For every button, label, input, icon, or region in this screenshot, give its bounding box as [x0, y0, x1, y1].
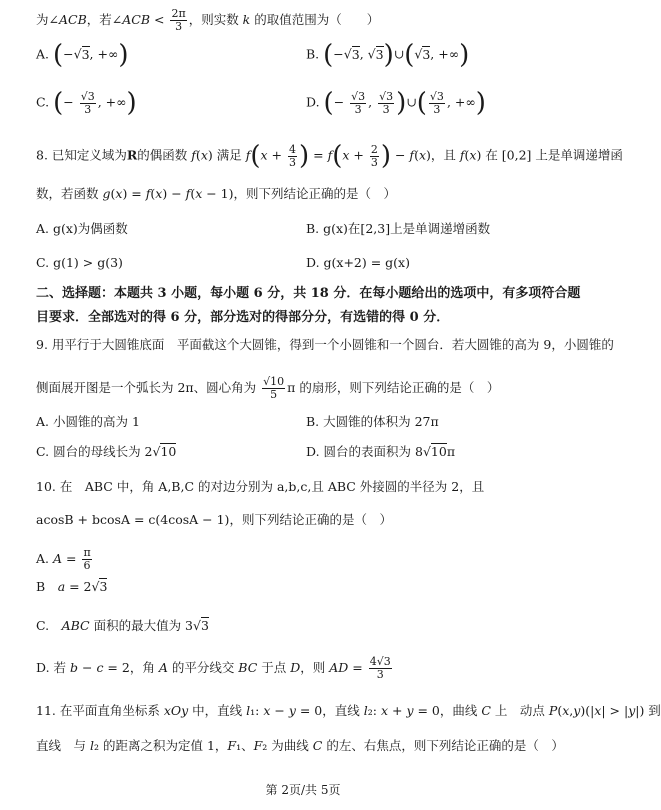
q10-stem-line2: acosB + bcosA = c(4cosA − 1)，则下列结论正确的是（ ） — [36, 512, 392, 527]
q10-option-b: B a = 2√3 — [36, 579, 108, 594]
q10-stem-line1: 10. 在 ABC 中，角 A,B,C 的对边分别为 a,b,c,且 ABC 外接圆的半径为 2，且 — [36, 479, 485, 494]
q11-stem-line1: 11. 在平面直角坐标系 xOy 中，直线 l₁: x − y = 0，直线 l₂: x + y = 0，曲线 C 上 动点 P(x,y)(|x| > |y|) 到 — [36, 703, 661, 718]
q10-option-a: A. A = $\frac{\pi}{6}$ — [36, 546, 91, 572]
q8-option-d: D. g(x+2) = g(x) — [306, 255, 410, 270]
q8-option-a: A. g(x)为偶函数 — [36, 221, 128, 236]
q9-option-c: C. 圆台的母线长为 2√10 — [36, 444, 177, 459]
q8-option-c: C. g(1) > g(3) — [36, 255, 123, 270]
q7-option-a: A. (−√3, +∞) — [36, 40, 129, 70]
q8-stem-line2: 数，若函数 g(x) = f(x) − f(x − 1)，则下列结论正确的是（ ） — [36, 186, 397, 201]
q11-stem-line2: 直线 与 l₂ 的距离之积为定值 1，F₁、F₂ 为曲线 C 的左、右焦点，则下列结论正确的是（ ） — [36, 738, 564, 753]
q9-option-a: A. 小圆锥的高为 1 — [36, 414, 140, 429]
q7-tail: 为∠ACB，若∠ACB < $\frac{2\pi}{3}$ ，则实数 k 的取值范围为（ ） — [36, 7, 380, 33]
q7-option-c: C. (− $\frac{√3}{3}$ , +∞) — [36, 88, 137, 118]
q9-option-b: B. 大圆锥的体积为 27π — [306, 414, 439, 429]
q8-option-b: B. g(x)在[2,3]上是单调递增函数 — [306, 221, 491, 236]
q9-option-d: D. 圆台的表面积为 8√10π — [306, 444, 456, 459]
q7-option-d: D. (− $\frac{√3}{3}$ , $\frac{√3}{3}$ )∪( $\frac{√3}{3}$ , +∞) — [306, 88, 486, 118]
section2-line1: 二、选择题：本题共 3 小题，每小题 6 分，共 18 分．在每小题给出的选项中，有多项符合题 — [36, 286, 581, 301]
q9-stem-line1: 9. 用平行于大圆锥底面 平面截这个大圆锥，得到一个小圆锥和一个圆台．若大圆锥的高为 9，小圆锥的 — [36, 337, 614, 352]
q10-option-c: C. ABC 面积的最大值为 3√3 — [36, 618, 209, 633]
q8-stem-line1: 8. 已知定义域为R的偶函数 f(x) 满足 f(x + $\frac{4}{3}$ ) = f(x + $\frac{2}{3}$ ) − f(x)，且 f(x) 在 [0,2] 上是单调递增函 — [36, 141, 623, 171]
q10-option-d: D. 若 b − c = 2，角 A 的平分线交 BC 于点 D，则 AD = $\frac{4√3}{3}$ — [36, 655, 391, 681]
page-footer: 第 2页/共 5页 — [265, 783, 341, 797]
q7-option-b: B. (−√3, √3)∪(√3, +∞) — [306, 40, 470, 70]
section2-line2: 目要求．全部选对的得 6 分，部分选对的得部分分，有选错的得 0 分． — [36, 310, 450, 325]
q9-stem-line2: 侧面展开图是一个弧长为 2π、圆心角为 $\frac{√10}{5}$ π 的扇形，则下列结论正确的是（ ） — [36, 375, 500, 401]
